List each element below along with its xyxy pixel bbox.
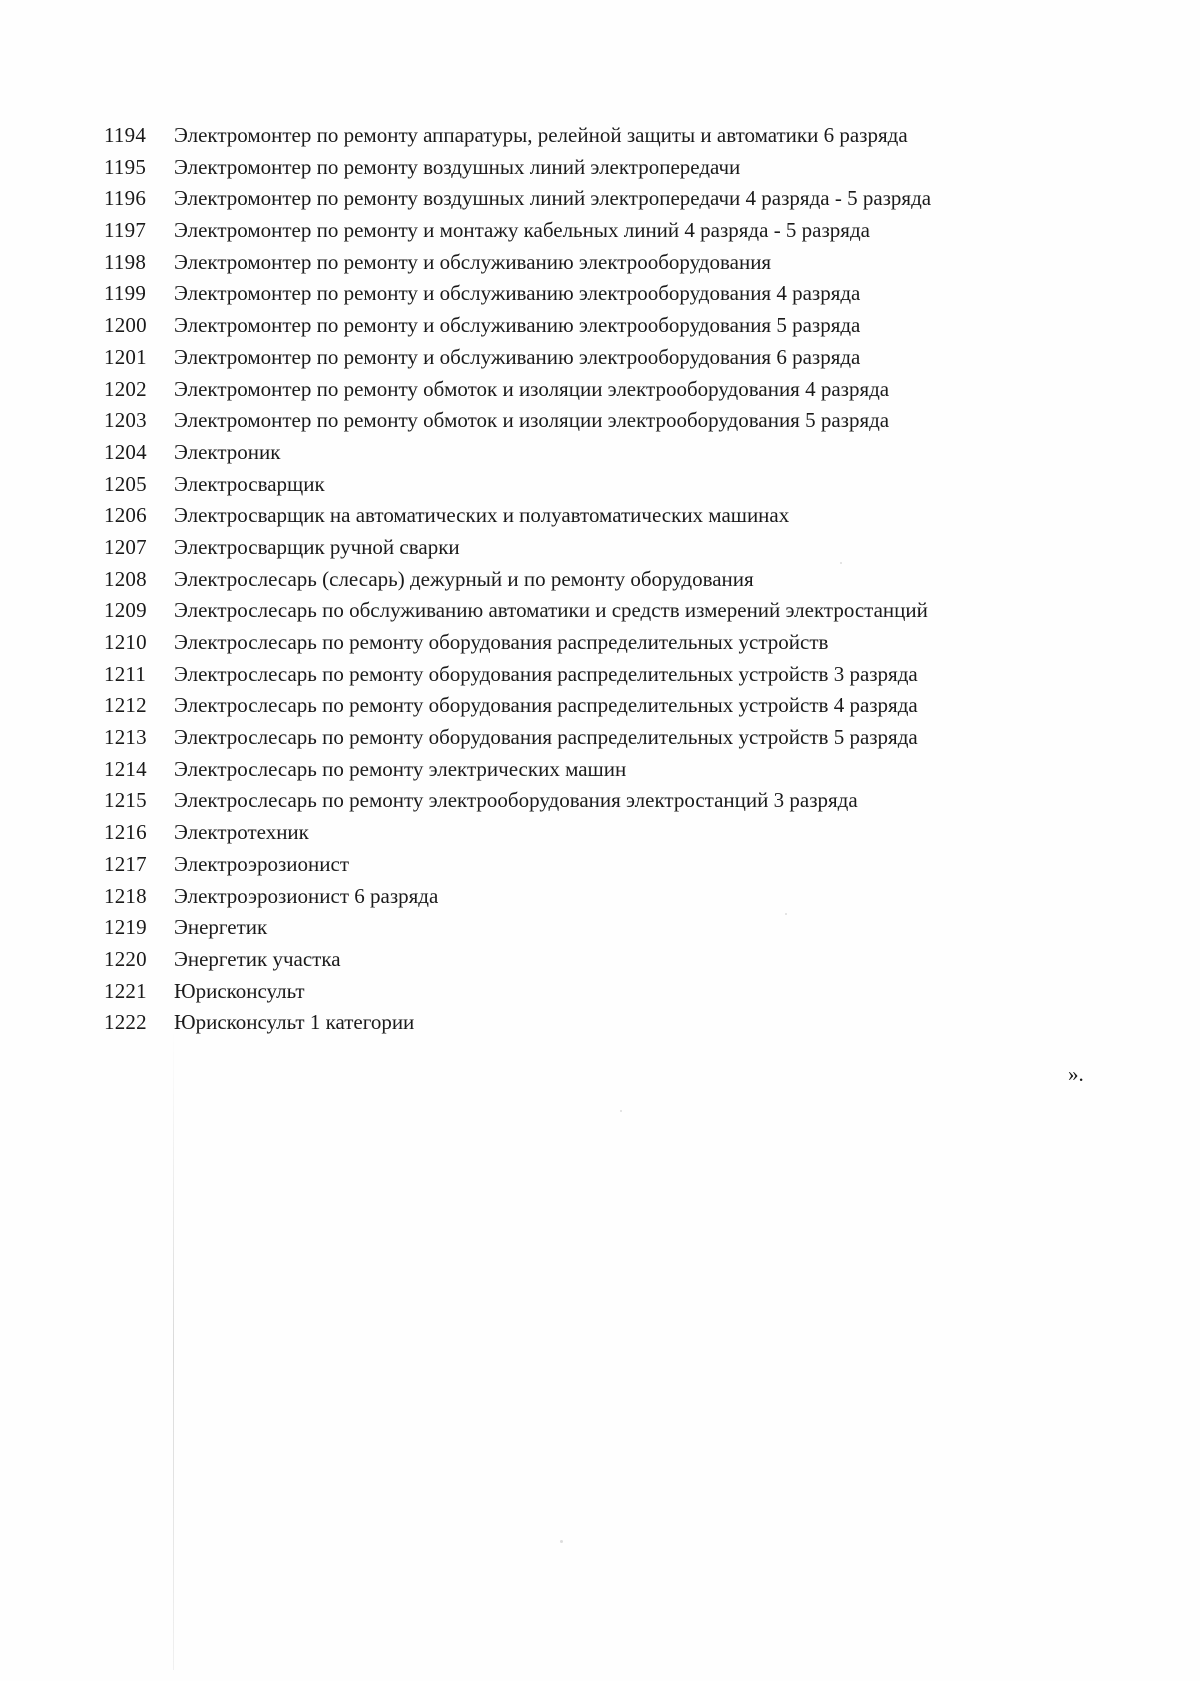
item-title: Электроэрозионист 6 разряда <box>174 883 439 908</box>
item-title: Юрисконсульт 1 категории <box>174 1010 415 1035</box>
item-number: 1221 <box>104 978 147 1003</box>
list-item <box>104 500 1104 532</box>
item-title: Электромонтер по ремонту воздушных линий электропередачи <box>174 154 741 179</box>
item-title: Электрослесарь по ремонту оборудования распределительных устройств <box>174 630 829 654</box>
scan-speck <box>560 1540 563 1543</box>
item-title: Электрослесарь по ремонту оборудования распределительных устройств 5 разряда <box>174 725 918 750</box>
list-item <box>104 405 1104 437</box>
list-item <box>104 374 1104 406</box>
item-number: 1207 <box>104 534 147 559</box>
item-title: Электромонтер по ремонту и обслуживанию электрооборудования 6 разряда <box>174 344 861 369</box>
list-item <box>104 152 1104 184</box>
item-number: 1219 <box>104 915 147 940</box>
item-number: 1197 <box>104 218 147 243</box>
item-title: Юрисконсульт <box>174 978 305 1003</box>
list-item <box>104 690 1104 722</box>
list-item <box>104 659 1104 691</box>
list-item <box>104 722 1104 754</box>
list-item <box>104 278 1104 310</box>
item-number: 1204 <box>104 439 147 464</box>
list-item <box>104 627 1104 659</box>
list-item <box>104 976 1104 1008</box>
item-number: 1211 <box>104 661 147 686</box>
item-title: Энергетик <box>174 915 268 940</box>
item-number: 1210 <box>104 630 147 654</box>
item-number: 1214 <box>104 756 147 781</box>
item-title: Электромонтер по ремонту обмоток и изоляции электрооборудования 4 разряда <box>174 376 890 401</box>
item-title: Электросварщик <box>174 471 325 496</box>
list-item <box>104 215 1104 247</box>
item-number: 1202 <box>104 376 147 401</box>
item-number: 1217 <box>104 851 147 876</box>
list-item <box>104 881 1104 913</box>
item-title: Электрослесарь по ремонту оборудования распределительных устройств 3 разряда <box>174 661 918 686</box>
item-number: 1196 <box>104 186 147 211</box>
list-item <box>104 849 1104 881</box>
list-item <box>104 564 1104 596</box>
item-title: Электроэрозионист <box>174 851 350 876</box>
item-title: Электромонтер по ремонту обмоток и изоляции электрооборудования 5 разряда <box>174 408 890 433</box>
item-number: 1218 <box>104 883 147 908</box>
item-title: Электромонтер по ремонту и монтажу кабельных линий 4 разряда - 5 разряда <box>174 218 870 243</box>
item-title: Электрослесарь по ремонту оборудования распределительных устройств 4 разряда <box>174 693 918 718</box>
item-title: Электромонтер по ремонту и обслуживанию электрооборудования 4 разряда <box>174 281 861 306</box>
closing-quote-mark: ». <box>1068 1062 1084 1086</box>
item-number: 1205 <box>104 471 147 496</box>
list-item <box>104 912 1104 944</box>
list-item <box>104 120 1104 152</box>
list-item <box>104 310 1104 342</box>
list-item <box>104 595 1104 627</box>
item-number: 1194 <box>104 123 147 147</box>
item-title: Электротехник <box>174 820 309 845</box>
item-number: 1222 <box>104 1010 147 1035</box>
item-number: 1199 <box>104 281 147 306</box>
list-item <box>104 437 1104 469</box>
item-number: 1201 <box>104 344 147 369</box>
item-number: 1209 <box>104 598 147 623</box>
item-number: 1215 <box>104 788 147 813</box>
item-title: Электроник <box>174 439 281 464</box>
list-item <box>104 183 1104 215</box>
item-number: 1213 <box>104 725 147 750</box>
item-title: Электромонтер по ремонту аппаратуры, релейной защиты и автоматики 6 разряда <box>174 123 908 147</box>
item-number: 1220 <box>104 946 147 971</box>
list-item <box>104 1007 1104 1039</box>
item-title: Электромонтер по ремонту воздушных линий электропередачи 4 разряда - 5 разряда <box>174 186 932 211</box>
list-item <box>104 817 1104 849</box>
item-title: Электросварщик на автоматических и полуавтоматических машинах <box>174 503 790 528</box>
item-number: 1198 <box>104 249 147 274</box>
list-item <box>104 469 1104 501</box>
scan-speck <box>620 1110 622 1112</box>
item-title: Электромонтер по ремонту и обслуживанию электрооборудования <box>174 249 772 274</box>
item-number: 1212 <box>104 693 147 718</box>
profession-list <box>104 120 1104 1039</box>
item-number: 1216 <box>104 820 147 845</box>
item-number: 1208 <box>104 566 147 591</box>
list-item <box>104 247 1104 279</box>
item-number: 1200 <box>104 313 147 338</box>
item-title: Энергетик участка <box>174 946 341 971</box>
item-number: 1203 <box>104 408 147 433</box>
item-title: Электрослесарь по обслуживанию автоматики и средств измерений электростанций <box>174 598 928 623</box>
item-title: Электромонтер по ремонту и обслуживанию электрооборудования 5 разряда <box>174 313 861 338</box>
item-title: Электрослесарь по ремонту электрооборудования электростанций 3 разряда <box>174 788 858 813</box>
item-title: Электрослесарь (слесарь) дежурный и по ремонту оборудования <box>174 566 754 591</box>
list-item <box>104 532 1104 564</box>
list-item <box>104 754 1104 786</box>
item-title: Электросварщик ручной сварки <box>174 534 460 559</box>
item-number: 1195 <box>104 154 147 179</box>
list-item <box>104 342 1104 374</box>
scan-artifact-line <box>173 1030 174 1670</box>
list-item <box>104 944 1104 976</box>
item-title: Электрослесарь по ремонту электрических машин <box>174 756 627 781</box>
list-item <box>104 785 1104 817</box>
item-number: 1206 <box>104 503 147 528</box>
